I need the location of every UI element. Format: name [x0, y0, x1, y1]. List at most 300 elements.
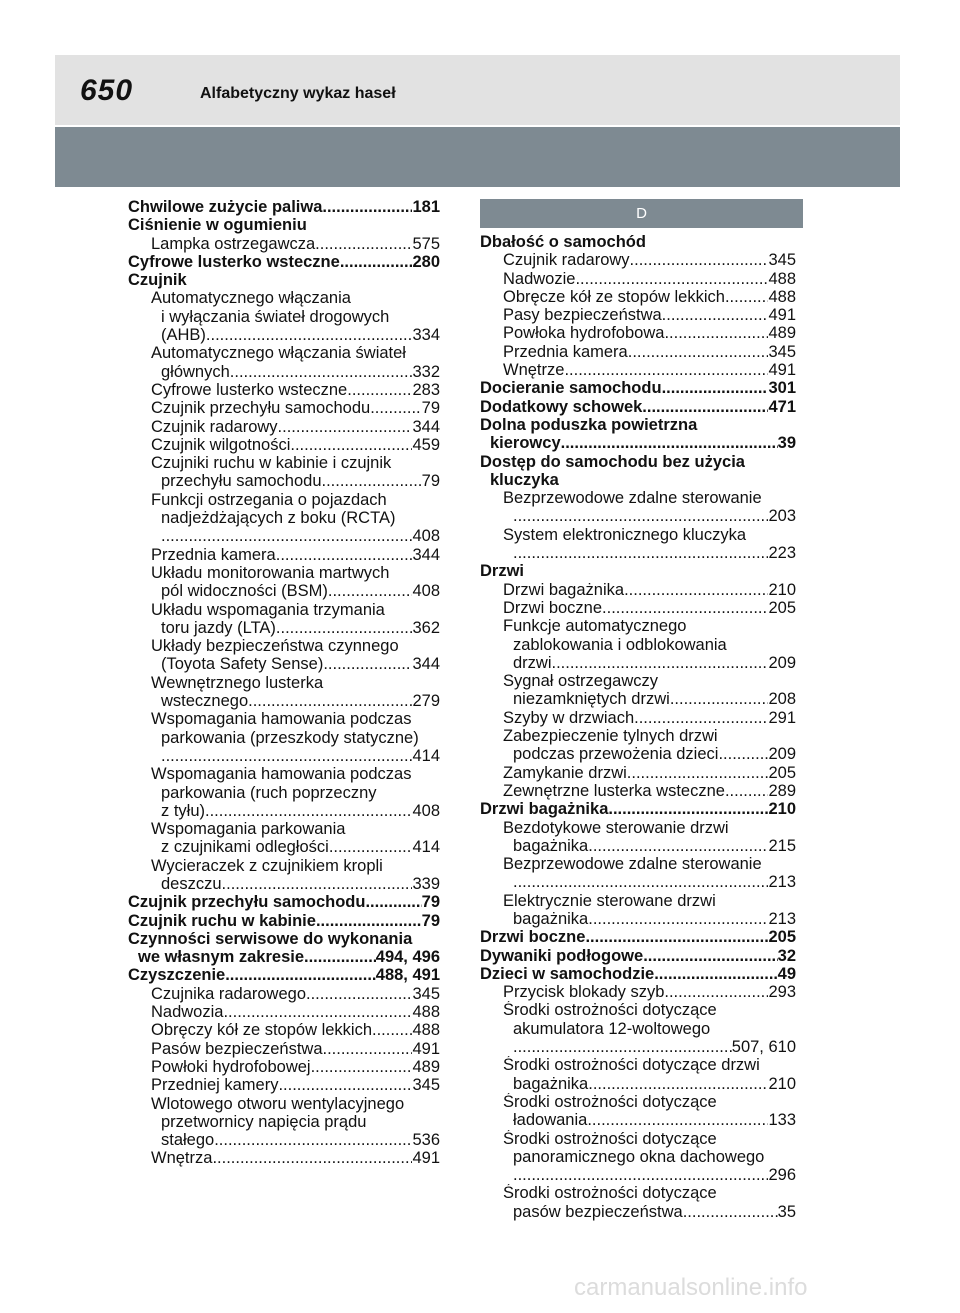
- entry-term: Cyfrowe lusterko wsteczne: [151, 380, 348, 399]
- dot-leader: [214, 1131, 412, 1149]
- index-subentry: [128, 381, 440, 399]
- entry-term: Automatycznego włączania świateł: [151, 344, 406, 363]
- index-subentry: [128, 436, 440, 454]
- page-reference: 209: [768, 653, 796, 672]
- index-subentry: [128, 765, 440, 820]
- index-subentry: [128, 710, 440, 765]
- index-subentry: [480, 581, 796, 599]
- page-reference: 408: [412, 582, 440, 601]
- index-entry: [128, 198, 440, 216]
- entry-term: Środki ostrożności dotyczące: [503, 1184, 717, 1203]
- entry-line: [503, 599, 796, 617]
- entry-term: Czujnika radarowego: [151, 984, 307, 1003]
- entry-term: Bezprzewodowe zdalne sterowanie: [503, 855, 762, 874]
- entry-term: pasów bezpieczeństwa: [513, 1202, 683, 1221]
- entry-term: Ciśnienie w ogumieniu: [128, 216, 307, 235]
- entry-line: [151, 344, 440, 362]
- entry-line: [503, 361, 796, 379]
- page-reference: 79: [421, 911, 440, 930]
- page-reference: 291: [768, 708, 796, 727]
- index-subentry: [480, 1001, 796, 1056]
- entry-term: Bezdotykowe sterowanie drzwi: [503, 818, 729, 837]
- entry-term: Funkcji ostrzegania o pojazdach: [151, 490, 387, 509]
- entry-line: [151, 1040, 440, 1058]
- entry-line: [128, 930, 440, 948]
- entry-line: [151, 692, 440, 710]
- entry-line: [503, 855, 796, 873]
- entry-term: Drzwi: [480, 562, 525, 581]
- page-reference: 35: [777, 1202, 796, 1221]
- entry-line: [151, 326, 440, 344]
- entry-line: [503, 782, 796, 800]
- index-subentry: [480, 343, 796, 361]
- index-subentry: [480, 983, 796, 1001]
- entry-term: niezamkniętych drzwi: [513, 690, 670, 709]
- dot-leader: [311, 1058, 413, 1076]
- dot-leader: [683, 1203, 778, 1221]
- entry-term: przechyłu samochodu: [161, 472, 322, 491]
- index-subentry: [480, 672, 796, 709]
- dot-leader: [161, 527, 412, 545]
- dot-leader: [725, 782, 769, 800]
- page-reference: 280: [412, 252, 440, 271]
- index-subentry: [480, 324, 796, 342]
- entry-line: [503, 306, 796, 324]
- entry-term: stałego: [161, 1131, 215, 1150]
- index-entry: [480, 379, 796, 397]
- entry-line: [480, 453, 796, 471]
- entry-term: Wspomagania hamowania podczas: [151, 710, 412, 729]
- entry-line: [151, 820, 440, 838]
- entry-term: Czujnik radarowy: [503, 251, 630, 270]
- entry-term: bagażnika: [513, 836, 589, 855]
- entry-line: [128, 948, 440, 966]
- entry-term: Wnętrze: [503, 361, 565, 380]
- entry-line: [503, 727, 796, 745]
- dot-leader: [725, 288, 769, 306]
- page-reference: 289: [768, 781, 796, 800]
- page-reference: 362: [412, 618, 440, 637]
- dot-leader: [225, 966, 376, 984]
- entry-line: [503, 910, 796, 928]
- index-subentry: [480, 361, 796, 379]
- page-reference: 408: [412, 527, 440, 546]
- index-subentry: [128, 857, 440, 894]
- entry-line: [503, 1111, 796, 1129]
- page-reference: 181: [412, 198, 440, 216]
- page-reference: 491: [768, 306, 796, 325]
- entry-term: Środki ostrożności dotyczące drzwi: [503, 1056, 760, 1075]
- page-reference: 203: [768, 507, 796, 526]
- entry-term: Wspomagania parkowania: [151, 820, 346, 839]
- entry-line: [503, 654, 796, 672]
- dot-leader: [575, 270, 768, 288]
- entry-line: [503, 1148, 796, 1166]
- page-reference: 334: [412, 326, 440, 345]
- entry-line: [503, 288, 796, 306]
- page-reference: 293: [768, 983, 796, 1002]
- entry-term: Wlotowego otworu wentylacyjnego: [151, 1094, 405, 1113]
- index-subentry: [480, 1093, 796, 1130]
- entry-term: Czujnik: [128, 271, 187, 290]
- dot-leader: [643, 947, 777, 965]
- index-subentry: [480, 489, 796, 526]
- entry-term: Drzwi bagażnika: [503, 580, 625, 599]
- entry-line: [503, 1203, 796, 1221]
- entry-term: Czujnik radarowy: [151, 417, 278, 436]
- entry-line: [151, 509, 440, 527]
- entry-term: (Toyota Safety Sense): [161, 655, 324, 674]
- entry-term: Pasów bezpieczeństwa: [151, 1039, 323, 1058]
- entry-line: [480, 416, 796, 434]
- entry-line: [151, 491, 440, 509]
- dot-leader: [329, 838, 413, 856]
- dot-leader: [276, 546, 413, 564]
- entry-line: [151, 1131, 440, 1149]
- page-reference: 49: [777, 964, 796, 983]
- entry-line: [151, 436, 440, 454]
- index-entry: [480, 453, 796, 490]
- entry-term: akumulatora 12-woltowego: [513, 1019, 711, 1038]
- entry-line: [151, 454, 440, 472]
- entry-line: [503, 581, 796, 599]
- entry-line: [151, 527, 440, 545]
- entry-line: [480, 398, 796, 416]
- page-reference: 210: [768, 580, 796, 599]
- index-column-right: [480, 233, 796, 1221]
- dot-leader: [670, 690, 769, 708]
- index-subentry: [480, 306, 796, 324]
- page-reference: 488: [412, 1003, 440, 1022]
- dot-leader: [718, 745, 768, 763]
- entry-term: Powłoka hydrofobowa: [503, 324, 665, 343]
- index-subentry: [128, 1003, 440, 1021]
- dot-leader: [588, 837, 768, 855]
- entry-term: Dodatkowy schowek: [480, 397, 643, 416]
- index-subentry: [480, 1130, 796, 1185]
- page-reference: 507, 610: [731, 1038, 796, 1057]
- index-entry: [480, 965, 796, 983]
- entry-term: Automatycznego włączania: [151, 289, 351, 308]
- page-reference: 283: [412, 380, 440, 399]
- page-reference: 459: [412, 435, 440, 454]
- entry-term: Dbałość o samochód: [480, 233, 646, 251]
- dot-leader: [323, 1040, 413, 1058]
- entry-term: i wyłączania świateł drogowych: [161, 307, 390, 326]
- page-reference: 345: [768, 342, 796, 361]
- entry-line: [480, 471, 796, 489]
- page-reference: 414: [412, 746, 440, 765]
- entry-line: [503, 837, 796, 855]
- entry-term: bagażnika: [513, 1074, 589, 1093]
- index-entry: [480, 398, 796, 416]
- entry-term: drzwi: [513, 653, 552, 672]
- index-subentry: [128, 985, 440, 1003]
- entry-term: Nadwozia: [151, 1003, 224, 1022]
- dot-leader: [662, 306, 769, 324]
- entry-term: Przednia kamera: [503, 342, 628, 361]
- entry-term: pól widoczności (BSM): [161, 582, 328, 601]
- page-reference: 491: [412, 1149, 440, 1168]
- dot-leader: [278, 1076, 412, 1094]
- chapter-band: [55, 127, 900, 187]
- index-entry: [480, 233, 796, 251]
- entry-term: z czujnikami odległości: [161, 838, 329, 857]
- index-subentry: [128, 1040, 440, 1058]
- dot-leader: [372, 1021, 412, 1039]
- entry-line: [128, 253, 440, 271]
- index-entry: [128, 930, 440, 967]
- entry-line: [503, 1001, 796, 1019]
- entry-line: [503, 507, 796, 525]
- page-reference: 488: [412, 1021, 440, 1040]
- entry-term: Dolna poduszka powietrzna: [480, 415, 698, 434]
- index-subentry: [128, 289, 440, 344]
- index-subentry: [480, 599, 796, 617]
- entry-line: [151, 235, 440, 253]
- entry-line: [503, 764, 796, 782]
- index-subentry: [480, 727, 796, 764]
- dot-leader: [370, 399, 421, 417]
- entry-term: parkowania (przeszkody statyczne): [161, 728, 419, 747]
- entry-line: [151, 1095, 440, 1113]
- entry-line: [151, 1003, 440, 1021]
- index-subentry: [128, 1149, 440, 1167]
- index-entry: [480, 800, 796, 818]
- page-reference: 208: [768, 690, 796, 709]
- entry-line: [480, 800, 796, 818]
- entry-line: [151, 1076, 440, 1094]
- page-reference: 215: [768, 836, 796, 855]
- dot-leader: [513, 873, 768, 891]
- index-subentry: [480, 270, 796, 288]
- entry-line: [503, 617, 796, 635]
- entry-line: [151, 619, 440, 637]
- entry-line: [503, 983, 796, 1001]
- entry-term: Środki ostrożności dotyczące: [503, 1129, 717, 1148]
- entry-term: bagażnika: [513, 909, 589, 928]
- dot-leader: [306, 985, 412, 1003]
- dot-leader: [315, 235, 412, 253]
- index-subentry: [128, 601, 440, 638]
- entry-term: Obręcze kół ze stopów lekkich: [503, 287, 725, 306]
- index-subentry: [480, 617, 796, 672]
- index-entry: [480, 562, 796, 580]
- entry-term: Wycieraczek z czujnikiem kropli: [151, 856, 383, 875]
- page-reference: 471: [768, 397, 796, 416]
- dot-leader: [642, 398, 768, 416]
- entry-line: [151, 802, 440, 820]
- entry-line: [480, 379, 796, 397]
- entry-line: [503, 489, 796, 507]
- dot-leader: [564, 361, 768, 379]
- index-subentry: [480, 709, 796, 727]
- entry-line: [480, 562, 796, 580]
- entry-line: [503, 745, 796, 763]
- entry-term: Środki ostrożności dotyczące: [503, 1092, 717, 1111]
- index-entry: [128, 912, 440, 930]
- page-reference: 345: [412, 984, 440, 1003]
- entry-term: Przedniej kamery: [151, 1076, 279, 1095]
- page-reference: 494, 496: [375, 948, 440, 967]
- entry-line: [128, 271, 440, 289]
- page-reference: 79: [421, 399, 440, 418]
- index-subentry: [480, 892, 796, 929]
- index-subentry: [128, 564, 440, 601]
- dot-leader: [552, 654, 769, 672]
- page-reference: 213: [768, 909, 796, 928]
- index-subentry: [480, 1056, 796, 1093]
- index-entry: [128, 271, 440, 289]
- entry-line: [503, 690, 796, 708]
- dot-leader: [588, 910, 768, 928]
- entry-line: [480, 233, 796, 251]
- entry-line: [151, 784, 440, 802]
- entry-line: [151, 601, 440, 619]
- page-title: Alfabetyczny wykaz haseł: [200, 85, 396, 102]
- page-reference: 339: [412, 874, 440, 893]
- entry-term: Układu wspomagania trzymania: [151, 600, 385, 619]
- entry-line: [503, 1130, 796, 1148]
- index-entry: [480, 947, 796, 965]
- dot-leader: [513, 1166, 768, 1184]
- entry-term: parkowania (ruch poprzeczny: [161, 783, 377, 802]
- entry-line: [503, 1056, 796, 1074]
- dot-leader: [340, 253, 413, 271]
- index-subentry: [128, 1058, 440, 1076]
- dot-leader: [230, 363, 413, 381]
- dot-leader: [304, 948, 376, 966]
- entry-term: Przycisk blokady szyb: [503, 983, 665, 1002]
- page-reference: 79: [421, 893, 440, 912]
- page-reference: 205: [768, 928, 796, 947]
- page-reference: 205: [768, 763, 796, 782]
- entry-line: [151, 838, 440, 856]
- entry-line: [503, 672, 796, 690]
- entry-line: [503, 1166, 796, 1184]
- entry-term: podczas przewożenia dzieci: [513, 745, 719, 764]
- entry-line: [151, 747, 440, 765]
- entry-line: [503, 819, 796, 837]
- dot-leader: [290, 436, 412, 454]
- entry-term: kierowcy: [490, 434, 561, 453]
- dot-leader: [634, 709, 768, 727]
- entry-term: Czyszczenie: [128, 966, 226, 985]
- dot-leader: [630, 251, 769, 269]
- entry-line: [128, 893, 440, 911]
- dot-leader: [585, 928, 768, 946]
- page-number: 650: [80, 74, 134, 107]
- page-reference: 344: [412, 655, 440, 674]
- header-bar: [55, 55, 900, 125]
- entry-term: ładowania: [513, 1111, 588, 1130]
- entry-line: [503, 709, 796, 727]
- entry-term: Zamykanie drzwi: [503, 763, 627, 782]
- entry-line: [151, 381, 440, 399]
- entry-term: Zabezpieczenie tylnych drzwi: [503, 727, 718, 746]
- entry-term: we własnym zakresie: [138, 948, 305, 967]
- page-reference: 491: [412, 1039, 440, 1058]
- index-subentry: [480, 526, 796, 563]
- entry-line: [503, 1093, 796, 1111]
- entry-term: Lampka ostrzegawcza: [151, 234, 316, 253]
- dot-leader: [602, 599, 768, 617]
- entry-term: Środki ostrożności dotyczące: [503, 1001, 717, 1020]
- entry-line: [480, 965, 796, 983]
- index-subentry: [128, 235, 440, 253]
- page-reference: 213: [768, 873, 796, 892]
- dot-leader: [588, 1075, 768, 1093]
- entry-line: [480, 928, 796, 946]
- watermark: carmanualsonline.info: [574, 1274, 808, 1301]
- entry-line: [151, 418, 440, 436]
- entry-term: toru jazdy (LTA): [161, 618, 276, 637]
- entry-term: Czujnik wilgotności: [151, 435, 291, 454]
- entry-line: [151, 1149, 440, 1167]
- dot-leader: [624, 581, 768, 599]
- entry-line: [151, 546, 440, 564]
- page-reference: 488: [768, 287, 796, 306]
- entry-term: wstecznego: [161, 692, 249, 711]
- entry-line: [151, 582, 440, 600]
- page-reference: 133: [768, 1111, 796, 1130]
- index-subentry: [480, 782, 796, 800]
- dot-leader: [513, 1038, 732, 1056]
- dot-leader: [347, 381, 412, 399]
- page-reference: 32: [777, 946, 796, 965]
- dot-leader: [328, 582, 413, 600]
- dot-leader: [206, 326, 413, 344]
- entry-term: Drzwi bagażnika: [480, 800, 609, 819]
- entry-line: [151, 399, 440, 417]
- page-reference: 79: [421, 472, 440, 491]
- dot-leader: [323, 655, 412, 673]
- page-reference: 414: [412, 838, 440, 857]
- index-subentry: [480, 251, 796, 269]
- entry-term: z tyłu): [161, 801, 206, 820]
- entry-term: Układu monitorowania martwych: [151, 563, 390, 582]
- page-reference: 345: [768, 251, 796, 270]
- entry-line: [128, 966, 440, 984]
- dot-leader: [664, 983, 768, 1001]
- page-reference: 205: [768, 598, 796, 617]
- entry-term: nadjeżdżających z boku (RCTA): [161, 509, 396, 528]
- entry-line: [151, 1113, 440, 1131]
- page-reference: 332: [412, 362, 440, 381]
- dot-leader: [161, 747, 412, 765]
- entry-term: Czujniki ruchu w kabinie i czujnik: [151, 454, 392, 473]
- entry-line: [503, 343, 796, 361]
- entry-term: deszczu: [161, 874, 222, 893]
- index-entry: [128, 253, 440, 271]
- dot-leader: [561, 434, 778, 452]
- page-reference: 345: [412, 1076, 440, 1095]
- index-subentry: [128, 399, 440, 417]
- page-reference: 575: [412, 234, 440, 253]
- entry-term: Sygnał ostrzegawczy: [503, 672, 658, 691]
- page-reference: 39: [777, 434, 796, 453]
- entry-line: [503, 636, 796, 654]
- entry-term: System elektronicznego kluczyka: [503, 525, 747, 544]
- entry-term: przetwornicy napięcia prądu: [161, 1112, 367, 1131]
- page-reference: 489: [412, 1057, 440, 1076]
- index-subentry: [128, 418, 440, 436]
- index-subentry: [128, 637, 440, 674]
- dot-leader: [365, 893, 421, 911]
- entry-line: [151, 710, 440, 728]
- dot-leader: [248, 692, 412, 710]
- entry-term: Wnętrza: [151, 1149, 213, 1168]
